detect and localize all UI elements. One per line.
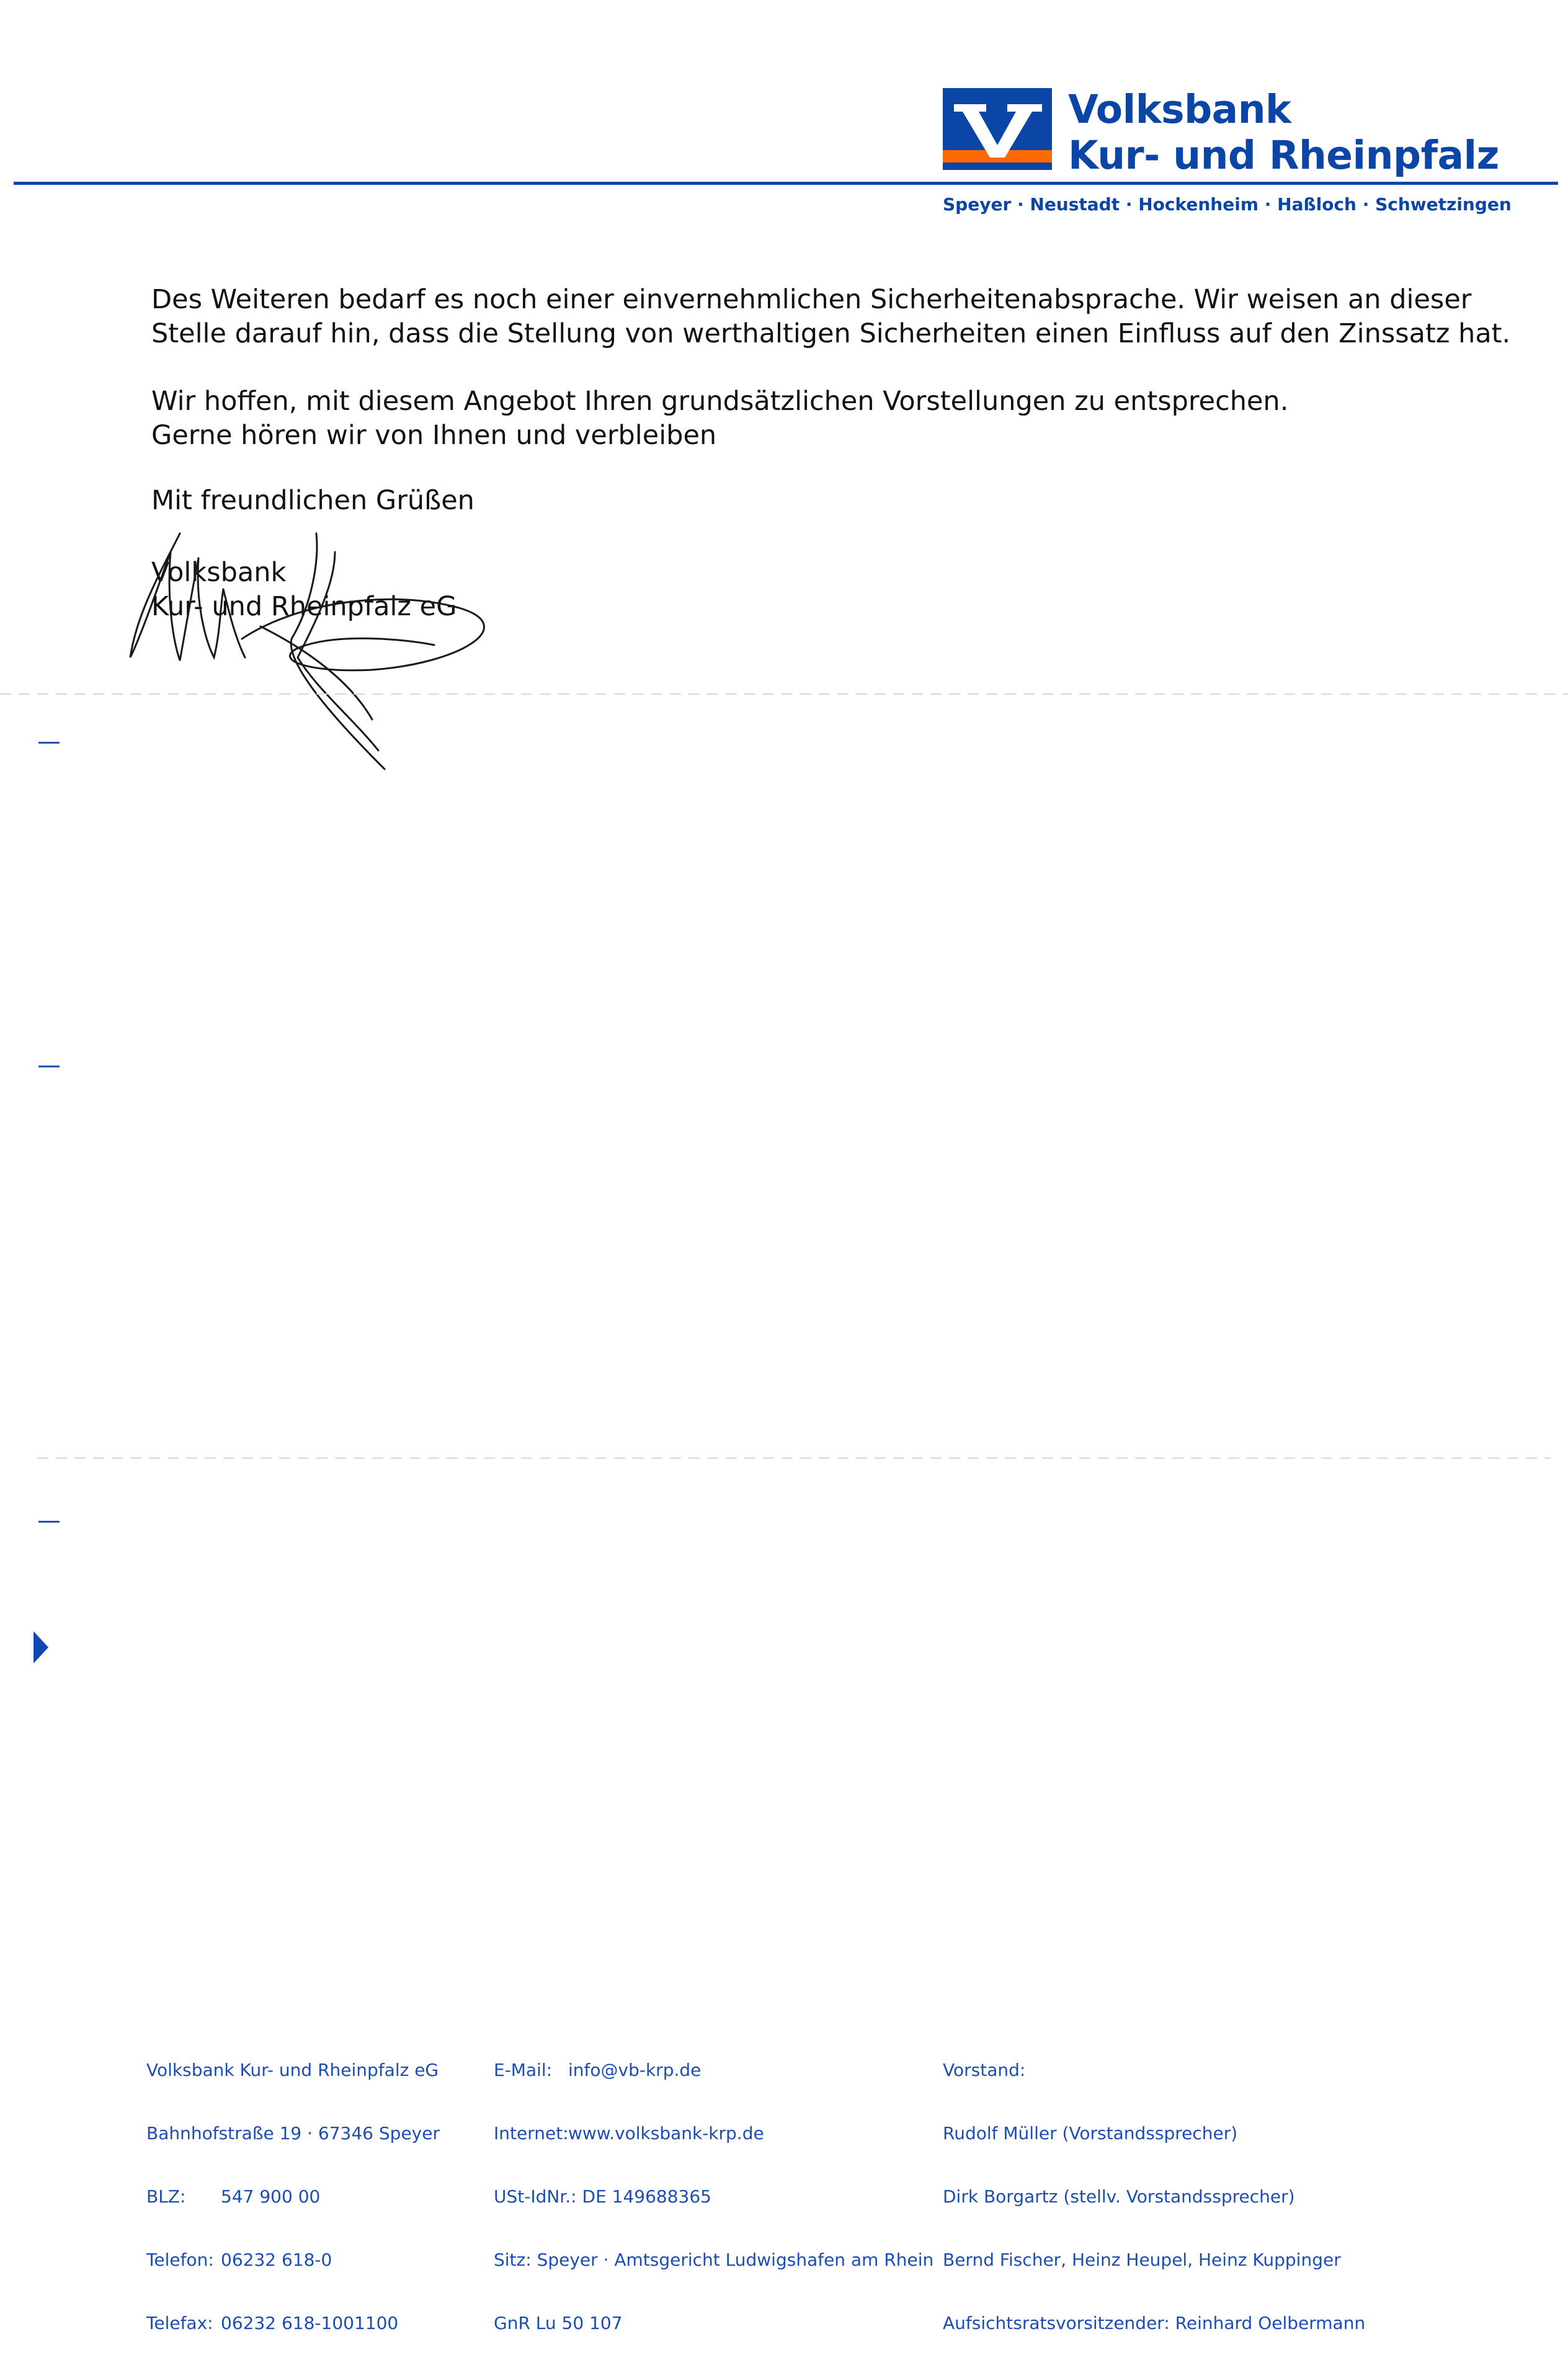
footer-bank-details <box>146 2018 440 2355</box>
sender-line1: Volksbank <box>151 557 287 588</box>
scan-artifact-line <box>0 693 1568 695</box>
footer-email-value[interactable]: info@vb-krp.de <box>568 2060 702 2080</box>
sender-line2: Kur- und Rheinpfalz eG <box>151 591 457 622</box>
footer-board <box>943 2018 1365 2355</box>
footer-fax-label: Telefax: <box>146 2313 213 2333</box>
footer-board-member-1: Rudolf Müller (Vorstandssprecher) <box>943 2123 1238 2144</box>
footer-phone-label: Telefon: <box>146 2250 214 2270</box>
footer-board-heading: Vorstand: <box>943 2060 1026 2080</box>
header-rule <box>14 182 1558 185</box>
footer-register-number: GnR Lu 50 107 <box>494 2313 623 2333</box>
paragraph-security-agreement <box>151 283 1510 351</box>
scan-artifact-line <box>37 1458 1551 1459</box>
paragraph1-line1: Des Weiteren bedarf es noch einer einvernehmlichen Sicherheitenabsprache. Wir weisen an dieser <box>151 284 1472 315</box>
footer-phone-value: 06232 618-0 <box>221 2250 332 2270</box>
footer-vat-id: USt-IdNr.: DE 149688365 <box>494 2186 711 2207</box>
fold-mark <box>38 742 60 744</box>
footer-bank-name: Volksbank Kur- und Rheinpfalz eG <box>146 2060 439 2080</box>
bank-name-line2: Kur- und Rheinpfalz <box>1068 133 1499 178</box>
footer-internet-row <box>494 2123 933 2144</box>
paragraph-offer <box>151 385 1288 453</box>
footer-blz-label: BLZ: <box>146 2186 186 2207</box>
fold-mark <box>38 1521 60 1523</box>
footer-phone-row <box>146 2250 440 2271</box>
volksbank-logo-icon <box>943 88 1052 170</box>
fold-mark <box>38 1066 60 1067</box>
footer-email-row <box>494 2060 933 2081</box>
footer-registered-seat: Sitz: Speyer · Amtsgericht Ludwigshafen am Rhein <box>494 2250 934 2270</box>
footer-board-members-3: Bernd Fischer, Heinz Heupel, Heinz Kuppinger <box>943 2250 1341 2270</box>
bank-name-line1: Volksbank <box>1068 87 1291 132</box>
footer-supervisory-chair: Aufsichtsratsvorsitzender: Reinhard Oelbermann <box>943 2313 1366 2333</box>
footer-blz-value: 547 900 00 <box>221 2186 321 2207</box>
footer-internet-label: Internet: <box>494 2123 569 2144</box>
closing-greeting: Mit freundlichen Grüßen <box>151 485 474 516</box>
paragraph2-line2: Gerne hören wir von Ihnen und verbleiben <box>151 420 717 451</box>
footer-fax-value: 06232 618-1001100 <box>221 2313 399 2333</box>
footer-blz-row <box>146 2186 440 2207</box>
footer-email-label: E-Mail: <box>494 2060 553 2080</box>
footer-board-member-2: Dirk Borgartz (stellv. Vorstandssprecher) <box>943 2186 1295 2207</box>
branch-locations: Speyer · Neustadt · Hockenheim · Haßloch · Schwetzingen <box>943 194 1512 215</box>
paragraph1-line2: Stelle darauf hin, dass die Stellung von werthaltigen Sicherheiten einen Einfluss auf den Zinssatz hat. <box>151 318 1511 349</box>
footer-contact-details <box>494 2018 933 2355</box>
footer-address: Bahnhofstraße 19 · 67346 Speyer <box>146 2123 440 2144</box>
paragraph2-line1: Wir hoffen, mit diesem Angebot Ihren grundsätzlichen Vorstellungen zu entsprechen. <box>151 386 1289 417</box>
footer-fax-row <box>146 2313 440 2334</box>
handwritten-signature <box>112 515 533 775</box>
punch-arrow-icon <box>33 1631 48 1663</box>
footer-internet-value[interactable]: www.volksbank-krp.de <box>568 2123 764 2144</box>
bank-name <box>1068 87 1499 179</box>
